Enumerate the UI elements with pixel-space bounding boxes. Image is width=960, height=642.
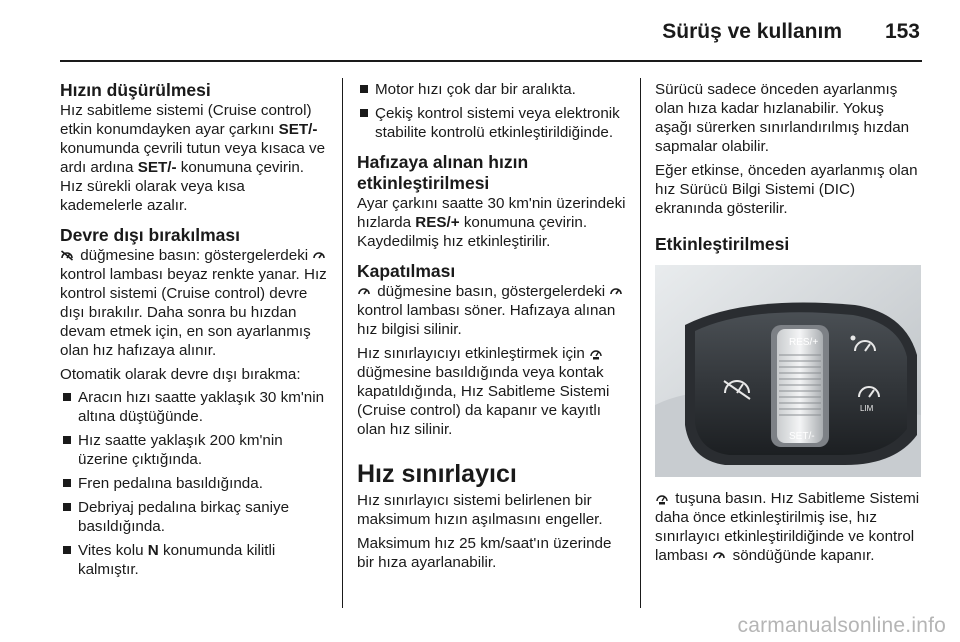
watermark: carmanualsonline.info bbox=[737, 614, 946, 637]
cruise-lamp-icon bbox=[609, 284, 623, 298]
column-3 bbox=[655, 80, 925, 565]
column-divider-2 bbox=[640, 78, 641, 608]
heading-resume-speed: Hafızaya alınan hızın etkinleştirilmesi bbox=[357, 152, 529, 193]
auto-deactivation-list bbox=[60, 388, 330, 579]
steering-wheel-controls-photo bbox=[655, 265, 921, 477]
para-limiter-intro-2: Eğer etkinse, önceden ayarlanmış olan hız Sürücü Bilgi Sistemi (DIC) ekranında gösterilir. bbox=[655, 162, 918, 217]
para-limiter-1: Hız sınırlayıcı sistemi belirlenen bir maksimum hızın aşılmasını engeller. bbox=[357, 492, 603, 528]
lim-label: LIM bbox=[860, 404, 874, 413]
steering-wheel-illustration bbox=[655, 265, 921, 477]
para-limiter-2: Maksimum hız 25 km/saat'ın üzerinde bir hıza ayarlanabilir. bbox=[357, 535, 612, 571]
header-title: Sürüş ve kullanım bbox=[662, 20, 842, 43]
heading-reduce-speed: Hızın düşürülmesi bbox=[60, 80, 211, 100]
speed-limiter-icon bbox=[589, 346, 603, 360]
cruise-lamp-icon bbox=[712, 548, 726, 562]
list-item: Debriyaj pedalına birkaç saniye basıldığında. bbox=[60, 498, 330, 536]
list-item: Fren pedalına basıldığında. bbox=[60, 474, 330, 493]
list-item: Çekiş kontrol sistemi veya elektronik stabilite kontrolü etkinleştirildiğinde. bbox=[357, 104, 627, 142]
list-item: Motor hızı çok dar bir aralıkta. bbox=[357, 80, 627, 99]
para-auto-deactivation: Otomatik olarak devre dışı bırakma: bbox=[60, 366, 301, 383]
column-divider-1 bbox=[342, 78, 343, 608]
heading-switch-off: Kapatılması bbox=[357, 261, 456, 281]
para-switch-off: düğmesine basın, göstergelerdeki kontrol lambası söner. Hafızaya alınan hız bilgisi silinir. bbox=[357, 282, 627, 339]
auto-deactivation-list-cont bbox=[357, 80, 627, 142]
para-limiter-intro-1: Sürücü sadece önceden ayarlanmış olan hıza kadar hızlanabilir. Yokuş aşağı sürerken sınırlandırılmış hızdan sapmalar olabilir. bbox=[655, 81, 910, 155]
list-item: Vites kolu N konumunda kilitli kalmıştır. bbox=[60, 541, 330, 579]
cruise-lamp-icon bbox=[357, 284, 371, 298]
header-rule bbox=[60, 60, 922, 62]
column-2 bbox=[357, 80, 627, 572]
para-resume-speed: Ayar çarkını saatte 30 km'nin üzerindeki hızlarda RES/+ konumuna çevirin. Kaydedilmiş hız etkinleştirilir. bbox=[357, 195, 626, 250]
para-activation: tuşuna basın. Hız Sabitleme Sistemi daha önce etkinleştirilmiş ise, hız sınırlayıcı etkinleştirildiğinde ve kontrol lambası söndüğünde kapanır. bbox=[655, 490, 920, 564]
page-header bbox=[0, 0, 960, 58]
list-item: Hız saatte yaklaşık 200 km'nin üzerine çıktığında. bbox=[60, 431, 330, 469]
column-1 bbox=[60, 80, 330, 584]
page-number: 153 bbox=[884, 20, 920, 43]
set-minus-label: SET/- bbox=[789, 431, 815, 442]
para-deactivation: düğmesine basın: göstergelerdeki kontrol lambası beyaz renkte yanar. Hız kontrol sistemi (Cruise control) devre dışı bırakılır. Daha sonra bu hızdan devam etmek için, en son ayarlanmış olan hız hafızaya alınır. bbox=[60, 247, 327, 359]
heading-deactivation: Devre dışı bırakılması bbox=[60, 225, 240, 245]
list-item: Aracın hızı saatte yaklaşık 30 km'nin altına düştüğünde. bbox=[60, 388, 330, 426]
speed-limiter-icon bbox=[655, 491, 669, 505]
para-limiter-deactivates: Hız sınırlayıcıyı etkinleştirmek için düğmesine basıldığında veya kontak kapatıldığında, Hız Sabitleme Sistemi (Cruise control) da kapanır ve kayıtlı olan hız silinir. bbox=[357, 345, 610, 438]
para-reduce-speed: Hız sabitleme sistemi (Cruise control) etkin konumdayken ayar çarkını SET/- konumunda çevrili tutun veya kısaca ve ardı ardına SET/- konumuna çevirin. Hız sürekli olarak veya kısa kademelerle azalır. bbox=[60, 102, 326, 214]
res-plus-label: RES/+ bbox=[789, 337, 819, 348]
heading-speed-limiter: Hız sınırlayıcı bbox=[357, 460, 517, 488]
cruise-lamp-icon bbox=[312, 248, 326, 262]
heading-activation: Etkinleştirilmesi bbox=[655, 234, 790, 254]
cruise-cancel-icon bbox=[60, 248, 74, 262]
